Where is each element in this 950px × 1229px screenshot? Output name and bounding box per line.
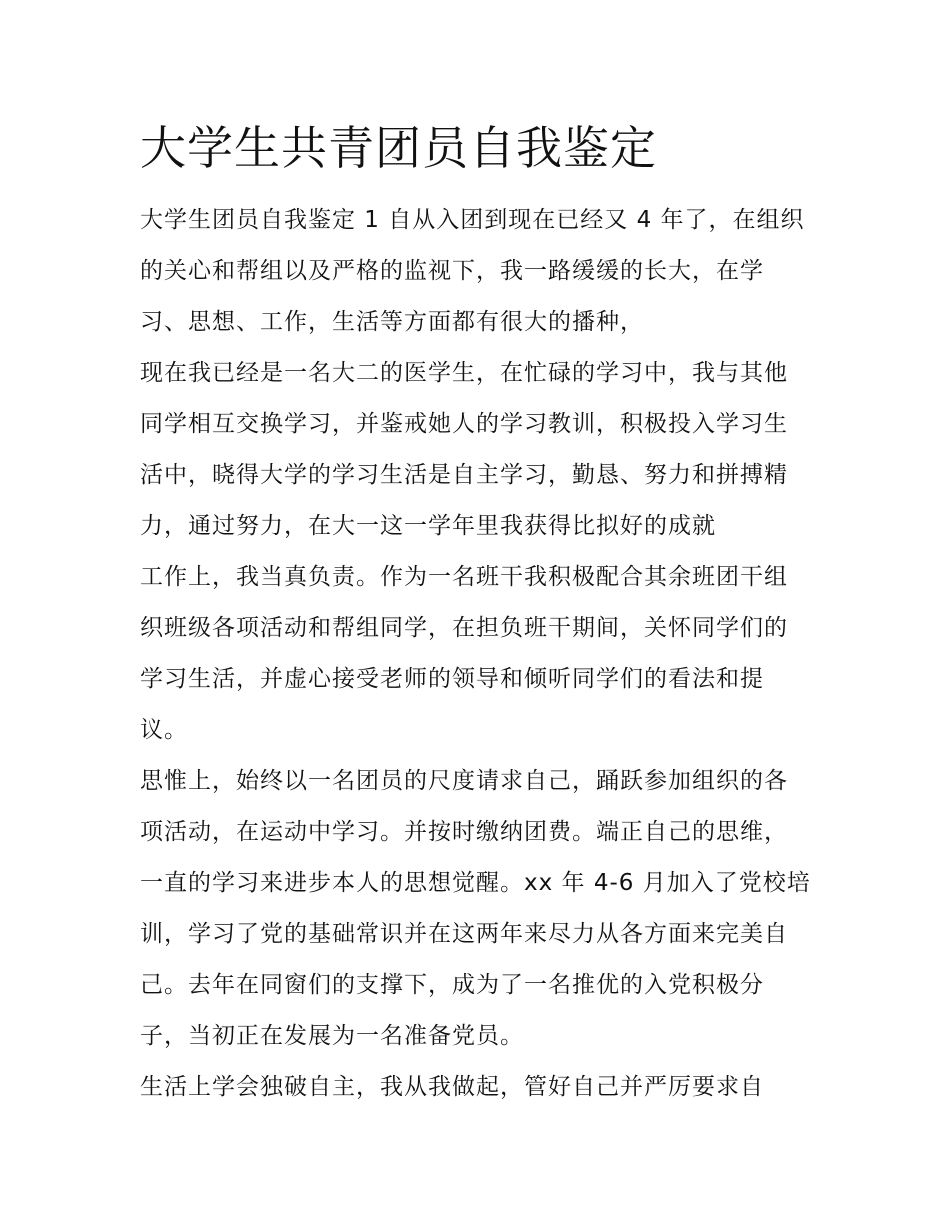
text-line: 项活动，在运动中学习。并按时缴纳团费。端正自己的思维， (140, 819, 788, 845)
text-line: 思惟上，始终以一名团员的尺度请求自己，踊跃参加组织的各 (140, 768, 788, 794)
paragraph-work (140, 552, 820, 756)
paragraph-study (140, 348, 820, 552)
document-body (140, 115, 820, 1113)
text-line: 学习生活，并虚心接受老师的领导和倾听同学们的看法和提 (140, 666, 764, 692)
text-line: 的关心和帮组以及严格的监视下，我一路缓缓的长大，在学 (140, 258, 764, 284)
document-title: 大学生共青团员自我鉴定 (140, 121, 657, 175)
text-line: 习、思想、工作，生活等方面都有很大的播种， (140, 309, 644, 335)
text-line: 织班级各项活动和帮组同学，在担负班干期间，关怀同学们的 (140, 615, 788, 641)
text-line: 训，学习了党的基础常识并在这两年来尽力从各方面来完美自 (140, 921, 788, 947)
text-line: 生活上学会独破自主，我从我做起，管好自己并严厉要求自 (140, 1074, 764, 1100)
paragraph-intro (140, 195, 820, 348)
paragraph-thought (140, 756, 820, 1062)
text-line: 力，通过努力，在大一这一学年里我获得比拟好的成就 (140, 513, 716, 539)
text-line: 工作上，我当真负责。作为一名班干我积极配合其余班团干组 (140, 564, 788, 590)
text-line: 现在我已经是一名大二的医学生，在忙碌的学习中，我与其他 (140, 360, 788, 386)
text-line: 同学相互交换学习，并鉴戒她人的学习教训，积极投入学习生 (140, 411, 788, 437)
text-line: 己。去年在同窗们的支撑下，成为了一名推优的入党积极分 (140, 972, 764, 998)
text-line: 议。 (140, 717, 188, 743)
paragraph-life (140, 1062, 820, 1113)
text-line: 大学生团员自我鉴定 1 自从入团到现在已经又 4 年了，在组织 (140, 207, 805, 233)
text-line: 活中，晓得大学的学习生活是自主学习，勤恳、努力和拼搏精 (140, 462, 788, 488)
text-line: 一直的学习来进步本人的思想觉醒。xx 年 4-6 月加入了党校培 (140, 870, 811, 896)
text-line: 子，当初正在发展为一名准备党员。 (140, 1023, 524, 1049)
